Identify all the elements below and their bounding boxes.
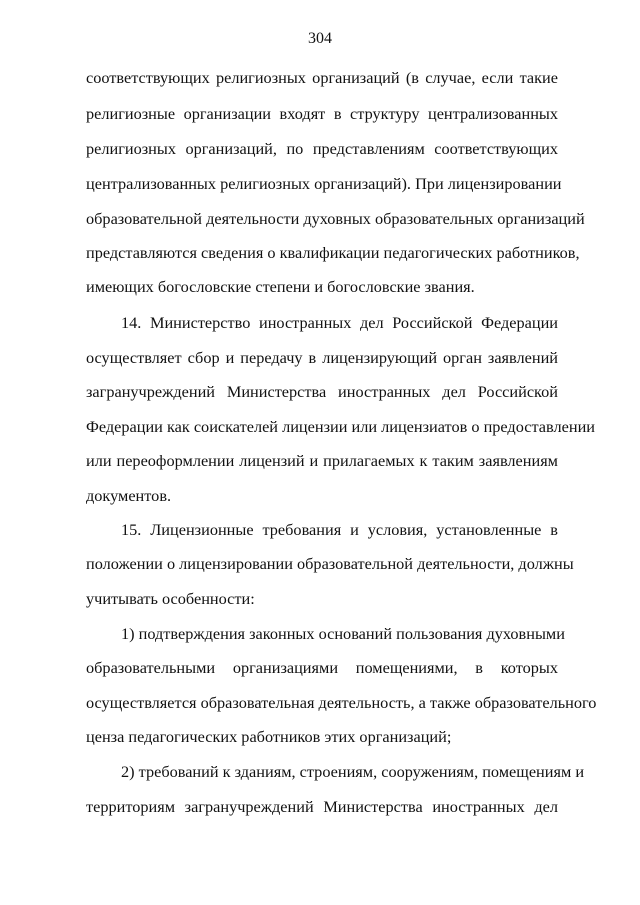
- text-line: образовательными организациями помещениями, в которых: [86, 658, 558, 677]
- text-line: осуществляется образовательная деятельность, а также образовательного: [86, 693, 597, 712]
- text-line: осуществляет сбор и передачу в лицензирующий орган заявлений: [86, 348, 558, 367]
- paragraph-first-line: 15. Лицензионные требования и условия, установленные в: [121, 520, 558, 539]
- paragraph-first-line: 2) требований к зданиям, строениям, сооружениям, помещениям и: [121, 762, 585, 781]
- text-line: соответствующих религиозных организаций (в случае, если такие: [86, 68, 558, 87]
- paragraph-first-line: 1) подтверждения законных оснований пользования духовными: [121, 624, 565, 643]
- text-line: территориям загранучреждений Министерства иностранных дел: [86, 797, 558, 816]
- text-line: централизованных религиозных организаций). При лицензировании: [86, 174, 562, 193]
- text-line: религиозных организаций, по представлениям соответствующих: [86, 139, 558, 158]
- text-line: или переоформлении лицензий и прилагаемых к таким заявлениям: [86, 451, 558, 470]
- page-number: 304: [308, 30, 332, 47]
- text-line: загранучреждений Министерства иностранных дел Российской: [86, 382, 558, 401]
- text-line: представляются сведения о квалификации педагогических работников,: [86, 243, 580, 262]
- text-line: имеющих богословские степени и богословские звания.: [86, 277, 475, 296]
- text-line: положении о лицензировании образовательной деятельности, должны: [86, 554, 574, 573]
- text-line: документов.: [86, 486, 172, 505]
- paragraph-first-line: 14. Министерство иностранных дел Российской Федерации: [121, 313, 558, 332]
- text-line: учитывать особенности:: [86, 589, 255, 608]
- text-line: образовательной деятельности духовных образовательных организаций: [86, 209, 585, 228]
- text-line: Федерации как соискателей лицензии или лицензиатов о предоставлении: [86, 417, 595, 436]
- text-line: ценза педагогических работников этих организаций;: [86, 727, 452, 746]
- text-line: религиозные организации входят в структуру централизованных: [86, 104, 558, 123]
